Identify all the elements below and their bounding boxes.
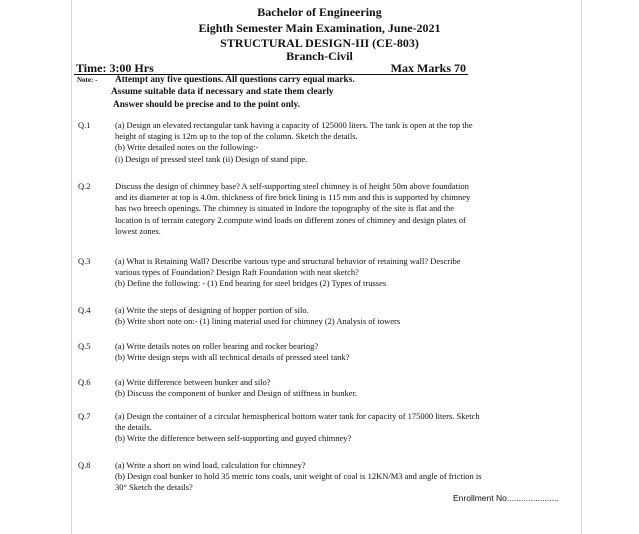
question-text [115,341,564,363]
question-text [115,181,564,237]
question-number: Q.3 [78,256,91,266]
branch-title: Branch-Civil [286,49,353,63]
question-line: (b) Write short note on:- (1) lining material used for chimney (2) Analysis of towers [115,316,401,327]
question-line: (b) Design coal bunker to hold 35 metric tons coals, unit weight of coal is 12KN/M3 and angle of friction is [115,471,482,482]
question-line: height of staging is 12m up to the top of the column. Sketch the details. [115,131,358,142]
question-line: (a) What is Retaining Wall? Describe various type and structural behavior of retaining wall? Describe [115,256,461,266]
question-line: lowest zones. [115,225,161,236]
note-line: Attempt any five questions. All questions carry equal marks. [115,75,355,85]
question-line: 30° Sketch the details? [115,482,193,493]
question-number: Q.7 [78,411,91,421]
question-line: various types of Foundation? Design Raft Foundation with neat sketch? [115,267,359,278]
question-line: and its diameter at top is 4.0m. thickness of fire brick lining is 115 mm and this is supported by chimney [115,192,471,203]
question-line: (a) Write details notes on roller bearing and rocker bearing? [115,341,319,351]
question-line: (b) Write the difference between self-supporting and guyed chimney? [115,433,352,444]
question-text [115,120,564,165]
question-text [115,305,564,327]
question-line: (a) Design an elevated rectangular tank having a capacity of 125000 liters. The tank is open at the top the [115,120,473,130]
question-number: Q.5 [78,341,91,351]
question-text [115,377,564,399]
right-margin-line [581,0,582,534]
time-duration: Time: 3:00 Hrs [76,61,154,75]
note-line: Answer should be precise and to the point only. [113,100,300,110]
question-line: (a) Write a short on wind load, calculation for chimney? [115,460,306,470]
question-line: (b) Write design steps with all technical details of pressed steel tank? [115,352,350,363]
enrollment-number: Enrollment No...................... [453,493,559,503]
question-number: Q.6 [78,377,91,387]
subject-title: STRUCTURAL DESIGN-III (CE-803) [220,36,419,50]
question-line: (b) Discuss the component of bunker and Design of stiffness in bunker. [115,388,358,399]
question-line: (a) Write difference between bunker and silo? [115,377,271,387]
left-margin-line [71,0,72,534]
question-line: (a) Design the container of a circular hemispherical bottom water tank for capacity of 175000 liters. Sketch [115,411,480,421]
note-line: Assume suitable data if necessary and state them clearly [111,87,334,97]
question-number: Q.2 [78,181,91,191]
question-line: (a) Write the steps of designing of hopper portion of silo. [115,305,309,315]
question-number: Q.4 [78,305,91,315]
question-line: (b) Define the following: - (1) End bearing for steel bridges (2) Types of trusses [115,278,387,289]
exam-title: Eighth Semester Main Examination, June-2021 [198,21,441,35]
note-label: Note: - [77,76,98,84]
question-line: location is of terrain category 2.compute wind loads on different zones of chimney and design plates of [115,214,466,225]
question-line: Discuss the design of chimney base? A self-supporting steel chimney is of height 50m above foundation [115,181,469,191]
question-text [115,460,564,494]
degree-title: Bachelor of Engineering [257,5,382,19]
question-number: Q.8 [78,460,91,470]
question-line: has two breech openings. The chimney is situated in Indore the topography of the site is flat and the [115,203,455,214]
question-number: Q.1 [78,120,91,130]
question-text [115,411,564,445]
question-text [115,256,564,290]
question-line: (b) Write detailed notes on the following:- [115,142,259,153]
question-line: (i) Design of pressed steel tank (ii) Design of stand pipe. [115,153,308,164]
question-line: the details. [115,422,152,433]
max-marks: Max Marks 70 [390,61,466,75]
